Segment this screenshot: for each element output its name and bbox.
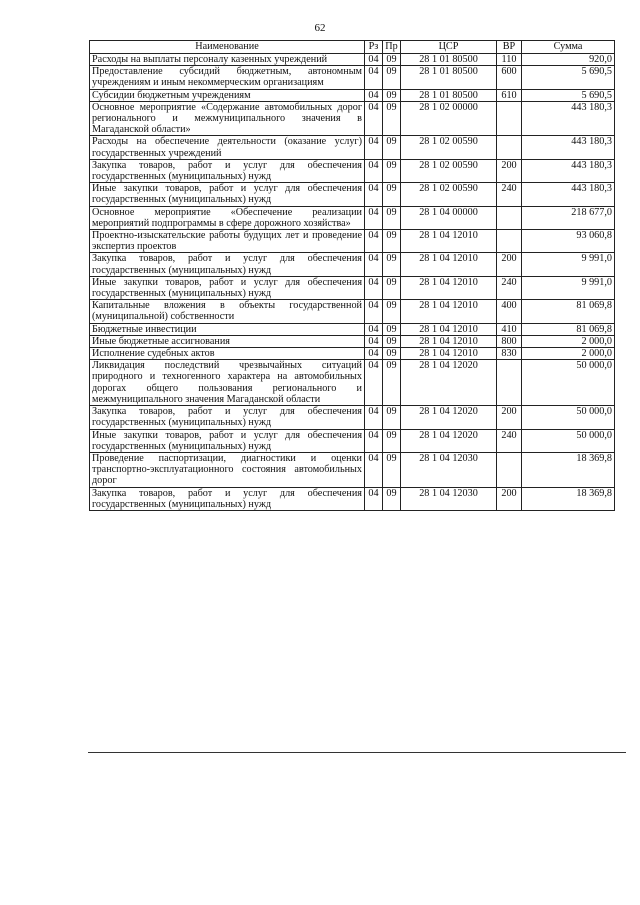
cell-csr: 28 1 04 12010 xyxy=(401,300,497,323)
cell-csr: 28 1 02 00590 xyxy=(401,183,497,206)
cell-csr: 28 1 01 80500 xyxy=(401,54,497,66)
cell-pr: 09 xyxy=(383,230,401,253)
cell-pr: 09 xyxy=(383,206,401,229)
cell-sum: 50 000,0 xyxy=(522,406,615,429)
cell-vr: 110 xyxy=(497,54,522,66)
cell-name: Иные закупки товаров, работ и услуг для обеспечения государственных (муниципальных) нужд xyxy=(90,276,365,299)
cell-name: Расходы на выплаты персоналу казенных учреждений xyxy=(90,54,365,66)
cell-rz: 04 xyxy=(365,300,383,323)
cell-csr: 28 1 01 80500 xyxy=(401,66,497,89)
table-row xyxy=(90,360,615,406)
cell-pr: 09 xyxy=(383,335,401,347)
cell-rz: 04 xyxy=(365,89,383,101)
cell-csr: 28 1 02 00590 xyxy=(401,136,497,159)
table-row xyxy=(90,487,615,510)
table-row xyxy=(90,348,615,360)
cell-vr: 400 xyxy=(497,300,522,323)
cell-name: Иные закупки товаров, работ и услуг для обеспечения государственных (муниципальных) нужд xyxy=(90,183,365,206)
table-row xyxy=(90,136,615,159)
cell-vr: 200 xyxy=(497,253,522,276)
cell-csr: 28 1 04 00000 xyxy=(401,206,497,229)
cell-vr xyxy=(497,101,522,136)
cell-csr: 28 1 02 00000 xyxy=(401,101,497,136)
cell-pr: 09 xyxy=(383,487,401,510)
cell-sum: 50 000,0 xyxy=(522,360,615,406)
cell-csr: 28 1 04 12020 xyxy=(401,429,497,452)
budget-table xyxy=(89,40,615,511)
cell-rz: 04 xyxy=(365,335,383,347)
cell-pr: 09 xyxy=(383,101,401,136)
cell-sum: 50 000,0 xyxy=(522,429,615,452)
cell-vr: 240 xyxy=(497,429,522,452)
footer-divider xyxy=(88,752,626,753)
cell-sum: 5 690,5 xyxy=(522,89,615,101)
table-row xyxy=(90,66,615,89)
table-row xyxy=(90,206,615,229)
cell-name: Закупка товаров, работ и услуг для обеспечения государственных (муниципальных) нужд xyxy=(90,406,365,429)
cell-rz: 04 xyxy=(365,206,383,229)
cell-name: Расходы на обеспечение деятельности (оказание услуг) государственных учреждений xyxy=(90,136,365,159)
cell-vr: 800 xyxy=(497,335,522,347)
column-header-name: Наименование xyxy=(90,41,365,54)
cell-pr: 09 xyxy=(383,159,401,182)
cell-sum: 2 000,0 xyxy=(522,335,615,347)
table-row xyxy=(90,276,615,299)
column-header-pr: Пр xyxy=(383,41,401,54)
cell-pr: 09 xyxy=(383,452,401,487)
table-row xyxy=(90,429,615,452)
cell-sum: 443 180,3 xyxy=(522,159,615,182)
cell-vr: 200 xyxy=(497,487,522,510)
cell-csr: 28 1 02 00590 xyxy=(401,159,497,182)
cell-rz: 04 xyxy=(365,136,383,159)
cell-name: Исполнение судебных актов xyxy=(90,348,365,360)
table-row xyxy=(90,406,615,429)
cell-rz: 04 xyxy=(365,253,383,276)
cell-sum: 81 069,8 xyxy=(522,323,615,335)
cell-csr: 28 1 04 12010 xyxy=(401,335,497,347)
cell-sum: 81 069,8 xyxy=(522,300,615,323)
cell-pr: 09 xyxy=(383,66,401,89)
cell-pr: 09 xyxy=(383,183,401,206)
table-row xyxy=(90,54,615,66)
cell-csr: 28 1 04 12010 xyxy=(401,276,497,299)
cell-sum: 93 060,8 xyxy=(522,230,615,253)
table-row xyxy=(90,159,615,182)
table-row xyxy=(90,300,615,323)
cell-vr xyxy=(497,206,522,229)
column-header-rz: Рз xyxy=(365,41,383,54)
cell-name: Основное мероприятие «Содержание автомобильных дорог регионального и межмуниципального значения в Магаданской области» xyxy=(90,101,365,136)
cell-sum: 18 369,8 xyxy=(522,487,615,510)
cell-rz: 04 xyxy=(365,429,383,452)
cell-name: Закупка товаров, работ и услуг для обеспечения государственных (муниципальных) нужд xyxy=(90,487,365,510)
cell-name: Закупка товаров, работ и услуг для обеспечения государственных (муниципальных) нужд xyxy=(90,253,365,276)
cell-vr: 200 xyxy=(497,159,522,182)
page-number: 62 xyxy=(314,22,326,34)
cell-vr xyxy=(497,136,522,159)
cell-vr: 240 xyxy=(497,183,522,206)
cell-pr: 09 xyxy=(383,360,401,406)
cell-sum: 920,0 xyxy=(522,54,615,66)
table-row xyxy=(90,452,615,487)
table-row xyxy=(90,335,615,347)
cell-name: Бюджетные инвестиции xyxy=(90,323,365,335)
cell-csr: 28 1 04 12030 xyxy=(401,487,497,510)
cell-csr: 28 1 04 12020 xyxy=(401,406,497,429)
cell-vr: 240 xyxy=(497,276,522,299)
cell-rz: 04 xyxy=(365,66,383,89)
table-row xyxy=(90,253,615,276)
cell-vr: 600 xyxy=(497,66,522,89)
cell-sum: 9 991,0 xyxy=(522,276,615,299)
cell-vr xyxy=(497,452,522,487)
cell-name: Субсидии бюджетным учреждениям xyxy=(90,89,365,101)
cell-csr: 28 1 04 12010 xyxy=(401,230,497,253)
cell-rz: 04 xyxy=(365,360,383,406)
cell-name: Ликвидация последствий чрезвычайных ситуаций природного и техногенного характера на автомобильных дорогах общего пользования регионального и межмуниципального значения Магаданской области xyxy=(90,360,365,406)
cell-rz: 04 xyxy=(365,101,383,136)
cell-sum: 443 180,3 xyxy=(522,136,615,159)
cell-name: Иные закупки товаров, работ и услуг для обеспечения государственных (муниципальных) нужд xyxy=(90,429,365,452)
cell-vr: 830 xyxy=(497,348,522,360)
cell-rz: 04 xyxy=(365,276,383,299)
cell-csr: 28 1 04 12010 xyxy=(401,348,497,360)
cell-vr xyxy=(497,360,522,406)
cell-vr: 410 xyxy=(497,323,522,335)
cell-vr: 200 xyxy=(497,406,522,429)
cell-rz: 04 xyxy=(365,54,383,66)
cell-name: Проведение паспортизации, диагностики и оценки транспортно-эксплуатационного состояния автомобильных дорог xyxy=(90,452,365,487)
table-header-row xyxy=(90,41,615,54)
cell-pr: 09 xyxy=(383,276,401,299)
cell-name: Проектно-изыскательские работы будущих лет и проведение экспертиз проектов xyxy=(90,230,365,253)
cell-pr: 09 xyxy=(383,348,401,360)
cell-sum: 9 991,0 xyxy=(522,253,615,276)
cell-rz: 04 xyxy=(365,323,383,335)
cell-pr: 09 xyxy=(383,136,401,159)
cell-pr: 09 xyxy=(383,406,401,429)
cell-name: Закупка товаров, работ и услуг для обеспечения государственных (муниципальных) нужд xyxy=(90,159,365,182)
cell-sum: 218 677,0 xyxy=(522,206,615,229)
cell-pr: 09 xyxy=(383,54,401,66)
cell-rz: 04 xyxy=(365,406,383,429)
cell-sum: 443 180,3 xyxy=(522,101,615,136)
cell-csr: 28 1 04 12020 xyxy=(401,360,497,406)
cell-pr: 09 xyxy=(383,253,401,276)
cell-pr: 09 xyxy=(383,300,401,323)
cell-sum: 2 000,0 xyxy=(522,348,615,360)
cell-csr: 28 1 04 12010 xyxy=(401,323,497,335)
cell-pr: 09 xyxy=(383,89,401,101)
cell-name: Предоставление субсидий бюджетным, автономным учреждениям и иным некоммерческим организациям xyxy=(90,66,365,89)
cell-name: Капитальные вложения в объекты государственной (муниципальной) собственности xyxy=(90,300,365,323)
cell-sum: 443 180,3 xyxy=(522,183,615,206)
column-header-csr: ЦСР xyxy=(401,41,497,54)
cell-csr: 28 1 04 12030 xyxy=(401,452,497,487)
cell-vr: 610 xyxy=(497,89,522,101)
column-header-vr: ВР xyxy=(497,41,522,54)
table-row xyxy=(90,323,615,335)
cell-rz: 04 xyxy=(365,230,383,253)
cell-vr xyxy=(497,230,522,253)
cell-rz: 04 xyxy=(365,452,383,487)
table-body xyxy=(90,54,615,511)
cell-rz: 04 xyxy=(365,348,383,360)
cell-rz: 04 xyxy=(365,487,383,510)
cell-pr: 09 xyxy=(383,323,401,335)
cell-sum: 5 690,5 xyxy=(522,66,615,89)
table-row xyxy=(90,230,615,253)
table-row xyxy=(90,101,615,136)
cell-csr: 28 1 01 80500 xyxy=(401,89,497,101)
table-row xyxy=(90,183,615,206)
cell-rz: 04 xyxy=(365,183,383,206)
cell-name: Иные бюджетные ассигнования xyxy=(90,335,365,347)
cell-name: Основное мероприятие «Обеспечение реализации мероприятий подпрограммы в сфере дорожного хозяйства» xyxy=(90,206,365,229)
cell-rz: 04 xyxy=(365,159,383,182)
cell-pr: 09 xyxy=(383,429,401,452)
cell-csr: 28 1 04 12010 xyxy=(401,253,497,276)
table-row xyxy=(90,89,615,101)
cell-sum: 18 369,8 xyxy=(522,452,615,487)
column-header-sum: Сумма xyxy=(522,41,615,54)
